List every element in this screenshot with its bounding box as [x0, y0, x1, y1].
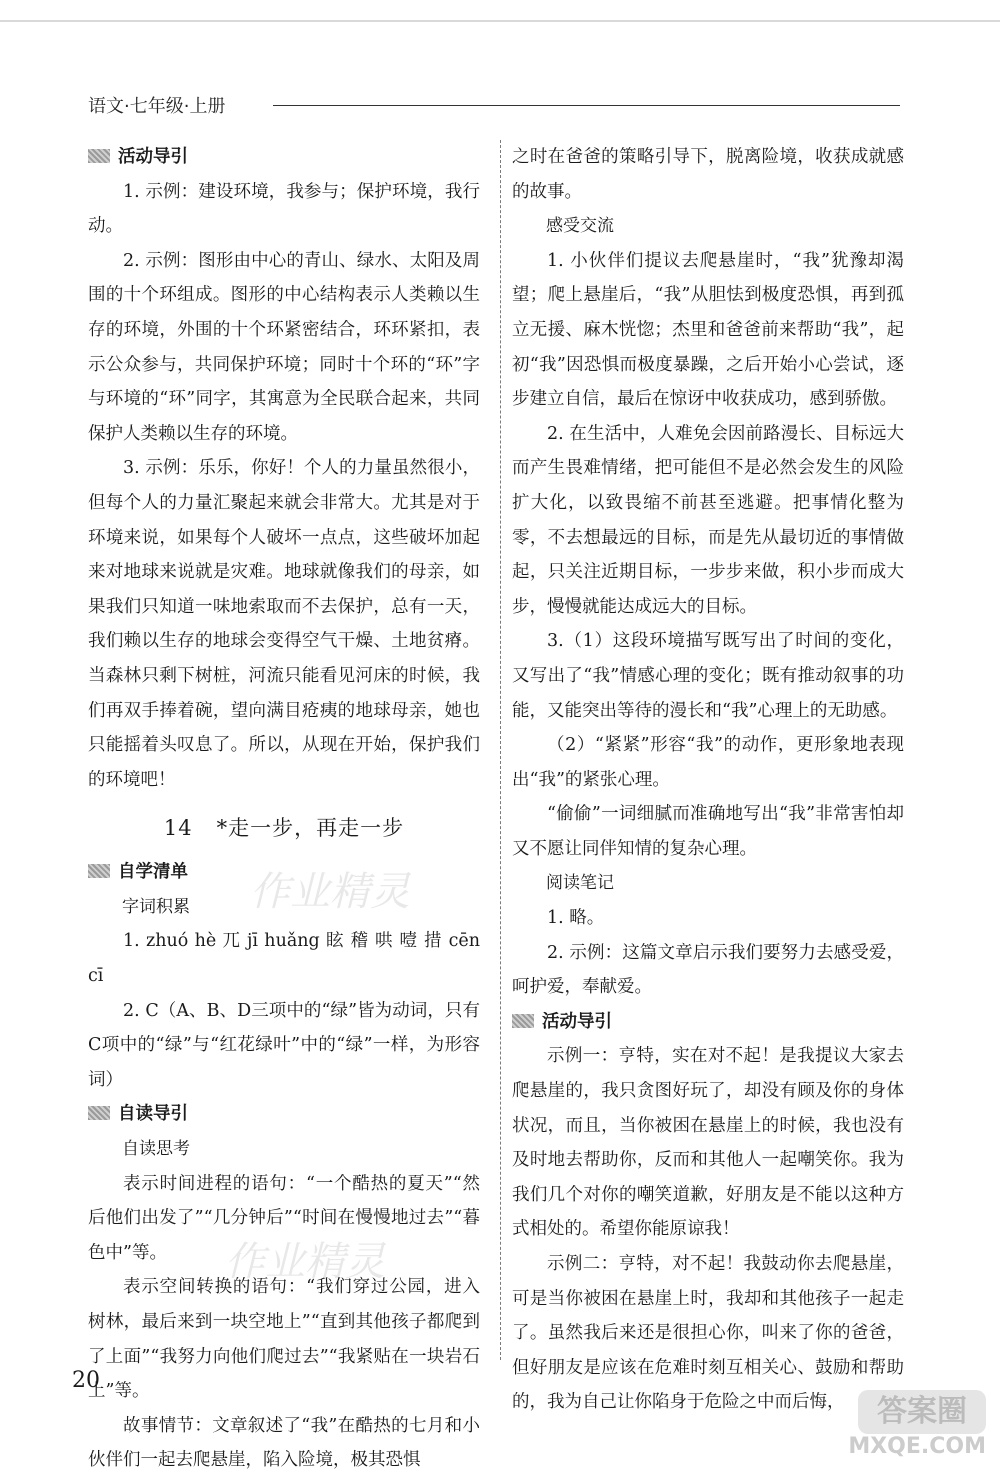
paragraph: 2. C（A、B、D三项中的“绿”皆为动词，只有C项中的“绿”与“红花绿叶”中的“绿”一样，为形容词）: [88, 1000, 480, 1090]
header-rule: [273, 105, 900, 106]
paragraph: 2. 示例：这篇文章启示我们要努力去感受爱，呵护爱，奉献爱。: [512, 942, 904, 998]
paragraph: 表示空间转换的语句：“我们穿过公园，进入树林，最后来到一块空地上”“直到其他孩子都爬到了上面”“我努力向他们爬过去”“我紧贴在一块岩石上”等。: [88, 1277, 480, 1402]
section-heading-activity: 活动导引: [88, 140, 480, 175]
section-heading-self-study: 自学清单: [88, 855, 480, 890]
watermark-logo: 答案圈: [858, 1390, 986, 1434]
paragraph: 3. 示例：乐乐，你好！个人的力量虽然很小，但每个人的力量汇聚起来就会非常大。尤其是对于环境来说，如果每个人破坏一点点，这些破坏加起来对地球来说就是灾难。地球就像我们的母亲，如果我们只知道一味地索取而不去保护，总有一天，我们赖以生存的地球会变得空气干燥、土地贫瘠。当森林只剩下树桩，河流只能看见河床的时候，我们再双手捧着碗，望向满目疮痍的地球母亲，她也只能摇着头叹息了。所以，从现在开始，保护我们的环境吧！: [88, 458, 480, 790]
paragraph: 3.（1）这段环境描写既写出了时间的变化，又写出了“我”情感心理的变化；既有推动叙事的功能，又能突出等待的漫长和“我”心理上的无助感。: [512, 631, 904, 721]
paragraph: 2. 示例：图形由中心的青山、绿水、太阳及周围的十个环组成。图形的中心结构表示人类赖以生存的环境，外围的十个环紧密结合，环环紧扣，表示公众参与，共同保护环境；同时十个环的“环”字与环境的“环”同字，其寓意为全民联合起来，共同保护人类赖以生存的环境。: [88, 250, 480, 444]
paragraph: 1. zhuó hè 兀 jī huǎng 眩 稽 哄 噎 措 cēn cī: [88, 931, 480, 987]
section-bullet-icon: [88, 149, 110, 163]
paragraph: 2. 在生活中，人难免会因前路漫长、目标远大而产生畏难情绪，把可能但不是必然会发生的风险扩大化，以致畏缩不前甚至逃避。把事情化整为零，不去想最远的目标，而是先从最切近的事情做起，只关注近期目标，一步步来做，积小步而成大步，慢慢就能达成远大的目标。: [512, 423, 904, 617]
paragraph: 故事情节：文章叙述了“我”在酷热的七月和小伙伴们一起去爬悬崖，陷入险境，极其恐惧: [88, 1415, 480, 1471]
paragraph: 1. 示例：建设环境，我参与；保护环境，我行动。: [88, 181, 480, 237]
watermark-faint: 作业精灵: [250, 869, 410, 915]
paragraph: 示例一：亨特，实在对不起！是我提议大家去爬悬崖的，我只贪图好玩了，却没有顾及你的身体状况，而且，当你被困在悬崖上的时候，我也没有及时地去帮助你，反而和其他人一起嘲笑你。我为我们几个对你的嘲笑道歉，好朋友是不能以这种方式相处的。希望你能原谅我！: [512, 1046, 904, 1240]
section-bullet-icon: [88, 864, 110, 878]
right-column: [512, 140, 904, 1420]
watermark-site: MXQE.COM: [848, 1434, 986, 1459]
watermark-faint: 作业精灵: [225, 1239, 385, 1285]
paragraph: “偷偷”一词细腻而准确地写出“我”非常害怕却又不愿让同伴知情的复杂心理。: [512, 804, 904, 859]
page-header: [88, 92, 900, 118]
paragraph: 示例二：亨特，对不起！我鼓动你去爬悬崖，可是当你被困在悬崖上时，我却和其他孩子一起走了。虽然我后来还是很担心你，叫来了你的爸爸，但好朋友是应该在危难时刻互相关心、鼓励和帮助的，我为自己让你陷身于危险之中而后悔，: [512, 1254, 904, 1413]
section-bullet-icon: [512, 1014, 534, 1028]
running-head-title: 语文·七年级·上册: [88, 96, 226, 117]
section-heading-activity: 活动导引: [512, 1005, 904, 1040]
subheading: 阅读笔记: [546, 873, 614, 894]
paragraph: （2）“紧紧”形容“我”的动作，更形象地表现出“我”的紧张心理。: [512, 735, 904, 790]
section-bullet-icon: [88, 1106, 110, 1120]
paragraph: 之时在爸爸的策略引导下，脱离险境，收获成就感的故事。: [512, 147, 904, 202]
column-divider: [500, 140, 501, 1360]
lesson-number: 14: [163, 816, 193, 841]
subheading: 感受交流: [546, 216, 614, 237]
subheading: 字词积累: [122, 896, 190, 917]
paragraph: 1. 略。: [547, 908, 605, 929]
page-number: 20: [72, 1368, 100, 1393]
top-border-line: [0, 20, 1000, 22]
paragraph: 1. 小伙伴们提议去爬悬崖时，“我”犹豫却渴望；爬上悬崖后，“我”从胆怯到极度恐惧，再到孤立无援、麻木恍惚；杰里和爸爸前来帮助“我”，起初“我”因恐惧而极度暴躁，之后开始小心尝试，逐步建立自信，最后在惊讶中收获成功，感到骄傲。: [512, 250, 904, 410]
lesson-title: [88, 809, 480, 847]
subheading: 自读思考: [122, 1139, 190, 1160]
lesson-title-text: *走一步，再走一步: [216, 816, 405, 841]
section-heading-reading-guide: 自读导引: [88, 1097, 480, 1132]
paragraph: 表示时间进程的语句：“一个酷热的夏天”“然后他们出发了”“几分钟后”“时间在慢慢地过去”“暮色中”等。: [88, 1173, 480, 1263]
